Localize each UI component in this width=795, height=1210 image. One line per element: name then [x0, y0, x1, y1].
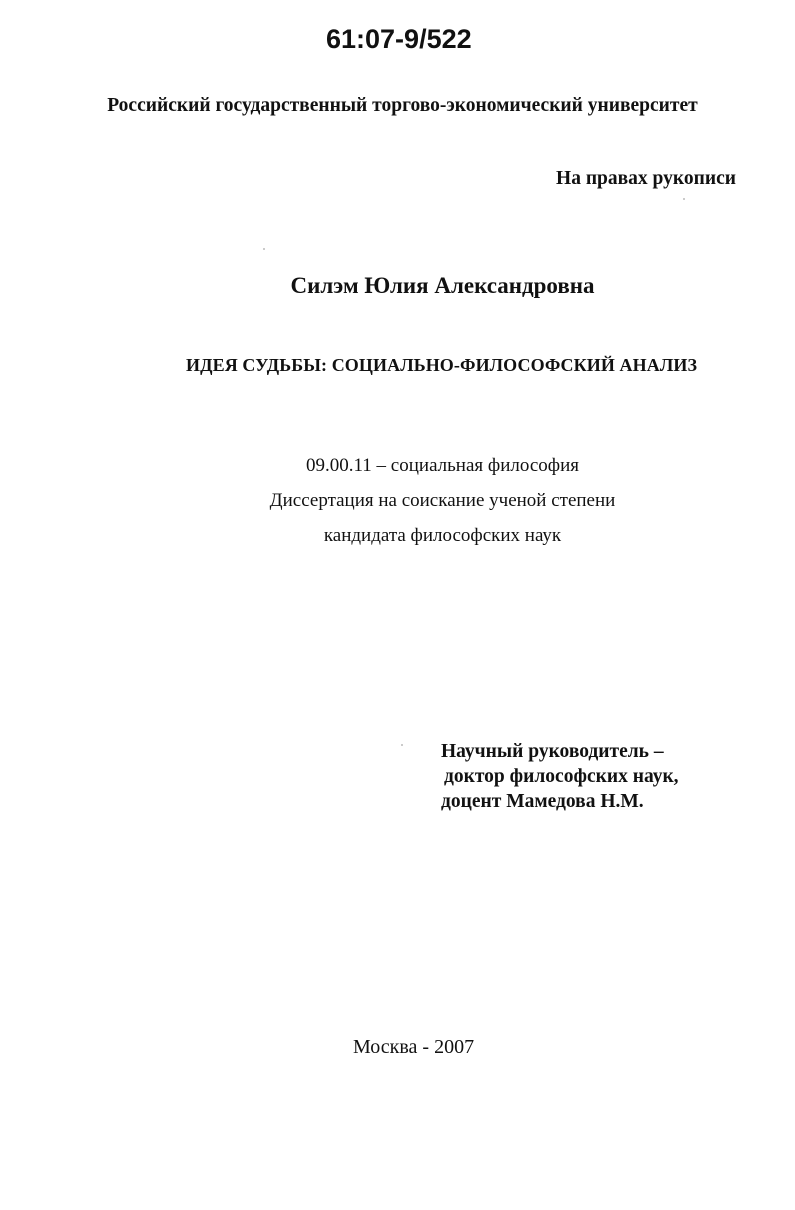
university-name: Российский государственный торгово-экономический университет [107, 95, 698, 116]
advisor-name-line: доцент Мамедова Н.М. [441, 791, 644, 812]
catalog-number: 61:07-9/522 [326, 24, 472, 54]
scan-speck [683, 198, 685, 200]
advisor-degree-line: доктор философских наук, [444, 766, 679, 787]
advisor-role-line: Научный руководитель – [441, 741, 664, 762]
specialty-code-line: 09.00.11 – социальная философия [306, 455, 579, 476]
scan-speck [263, 248, 265, 250]
place-and-year: Москва - 2007 [353, 1036, 475, 1058]
degree-purpose-line: Диссертация на соискание ученой степени [269, 490, 616, 511]
degree-name-line: кандидата философских наук [323, 525, 562, 546]
manuscript-rights-note: На правах рукописи [556, 168, 736, 189]
author-name: Силэм Юлия Александровна [290, 273, 595, 298]
scan-speck [401, 744, 403, 746]
dissertation-title: ИДЕЯ СУДЬБЫ: СОЦИАЛЬНО-ФИЛОСОФСКИЙ АНАЛИЗ [186, 355, 698, 375]
